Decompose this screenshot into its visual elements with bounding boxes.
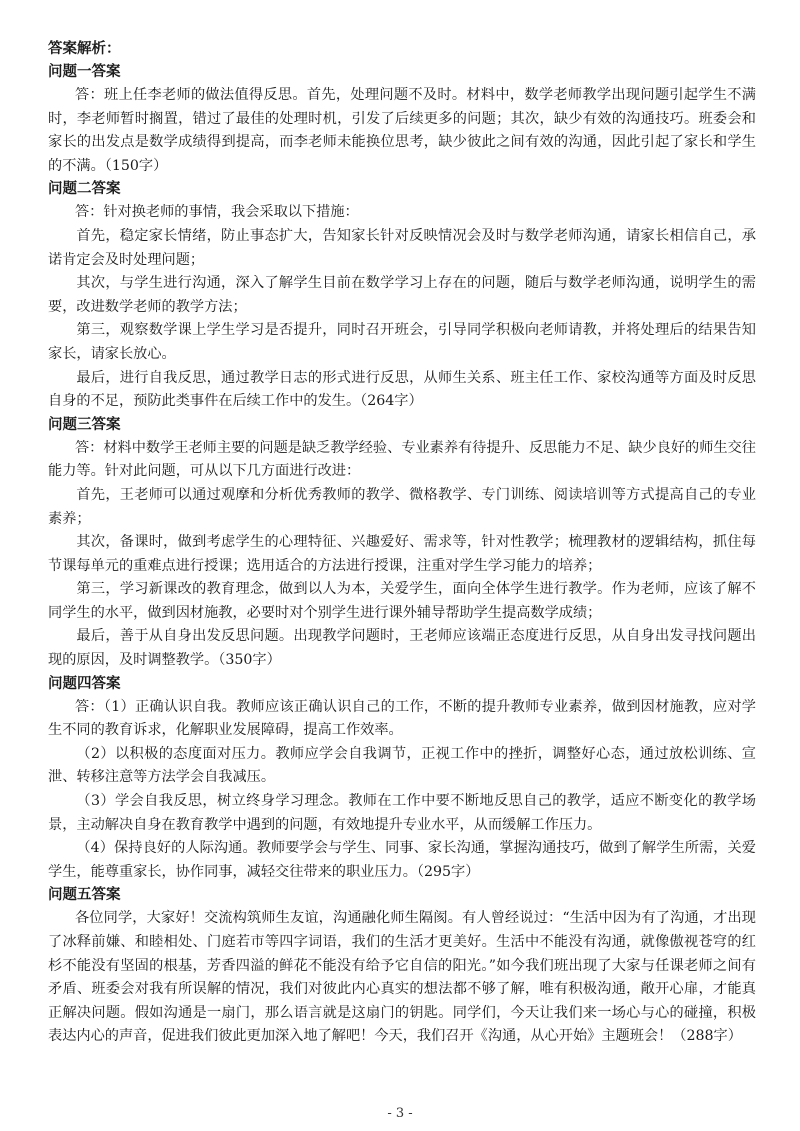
document-body xyxy=(48,38,756,1049)
section-4-paragraph: 答：（1）正确认识自我。教师应该正确认识自己的工作，不断的提升教师专业素养，做到因材施教，应对学生不同的教育诉求，化解职业发展障碍，提高工作效率。 xyxy=(48,698,756,739)
section-heading-2: 问题二答案 xyxy=(48,181,121,198)
section-3-paragraph: 答：材料中数学王老师主要的问题是缺乏教学经验、专业素养有待提升、反思能力不足、缺少良好的师生交往能力等。针对此问题，可从以下几方面进行改进： xyxy=(48,439,756,480)
section-2-paragraph: 首先，稳定家长情绪，防止事态扩大，告知家长针对反映情况会及时与数学老师沟通，请家长相信自己，承诺肯定会及时处理问题； xyxy=(48,227,756,268)
section-2-paragraph: 其次，与学生进行沟通，深入了解学生目前在数学学习上存在的问题，随后与数学老师沟通，说明学生的需要，改进数学老师的教学方法； xyxy=(48,275,756,315)
section-3-paragraph: 最后，善于从自身出发反思问题。出现教学问题时，王老师应该端正态度进行反思，从自身出发寻找问题出现的原因，及时调整教学。（350字） xyxy=(48,628,756,669)
section-heading-5: 问题五答案 xyxy=(48,887,121,904)
section-4-paragraph: （2）以积极的态度面对压力。教师应学会自我调节，正视工作中的挫折，调整好心态，通过放松训练、宣泄、转移注意等方法学会自我减压。 xyxy=(48,745,756,786)
section-3-paragraph: 第三，学习新课改的教育理念，做到以人为本，关爱学生，面向全体学生进行教学。作为老师，应该了解不同学生的水平，做到因材施教，必要时对个别学生进行课外辅导帮助学生提高数学成绩； xyxy=(48,581,756,621)
section-4-paragraph: （4）保持良好的人际沟通。教师要学会与学生、同事、家长沟通，掌握沟通技巧，做到了解学生所需，关爱学生，能尊重家长，协作同事，减轻交往带来的职业压力。（295字） xyxy=(48,840,756,880)
section-2-paragraph: 答：针对换老师的事情，我会采取以下措施： xyxy=(74,204,359,221)
section-4-paragraph: （3）学会自我反思，树立终身学习理念。教师在工作中要不断地反思自己的教学，适应不断变化的教学场景，主动解决自身在教育教学中遇到的问题，有效地提升专业水平，从而缓解工作压力。 xyxy=(48,793,756,833)
section-3-paragraph: 首先，王老师可以通过观摩和分析优秀教师的教学、微格教学、专门训练、阅读培训等方式提高自己的专业素养； xyxy=(48,486,756,527)
section-1-paragraph: 答：班上任李老师的做法值得反思。首先，处理问题不及时。材料中，数学老师教学出现问题引起学生不满时，李老师暂时搁置，错过了最佳的处理时机，引发了后续更多的问题；其次，缺少有效的沟通技巧。班委会和家长的出发点是数学成绩得到提高，而李老师未能换位思考，缺少彼此之间有效的沟通，因此引起了家长和学生的不满。（150字） xyxy=(48,87,756,174)
section-2-paragraph: 最后，进行自我反思，通过教学日志的形式进行反思，从师生关系、班主任工作、家校沟通等方面及时反思自身的不足，预防此类事件在后续工作中的发生。（264字） xyxy=(48,369,756,410)
section-heading-4: 问题四答案 xyxy=(48,675,121,692)
section-heading-1: 问题一答案 xyxy=(48,64,121,80)
section-5-paragraph: 各位同学，大家好！交流构筑师生友谊，沟通融化师生隔阂。有人曾经说过：“生活中因为有了沟通，才出现了冰释前嫌、和睦相处、门庭若市等四字词语，我们的生活才更美好。生活中不能没有沟通，就像傲视苍穹的红杉不能没有坚固的根基，芳香四溢的鲜花不能没有给予它自信的阳光。”如今我们班出现了大家与任课老师之间有矛盾、班委会对我有所误解的情况，我们对彼此内心真实的想法都不够了解，唯有积极沟通，敞开心扉，才能真正解决问题。假如沟通是一扇门，那么语言就是这扇门的钥匙。同学们，今天让我们来一场心与心的碰撞，积极表达内心的声音，促进我们彼此更加深入地了解吧！今天，我们召开《沟通，从心开始》主题班会！（288字） xyxy=(48,910,756,1045)
document-title: 答案解析： xyxy=(48,41,121,57)
section-heading-3: 问题三答案 xyxy=(48,416,121,433)
section-2-paragraph: 第三，观察数学课上学生学习是否提升，同时召开班会，引导同学积极向老师请教，并将处理后的结果告知家长，请家长放心。 xyxy=(48,322,756,362)
section-3-paragraph: 其次，备课时，做到考虑学生的心理特征、兴趣爱好、需求等，针对性教学；梳理教材的逻辑结构，抓住每节课每单元的重难点进行授课；选用适合的方法进行授课，注重对学生学习能力的培养； xyxy=(48,534,756,574)
page-number: - 3 - xyxy=(387,1106,413,1121)
